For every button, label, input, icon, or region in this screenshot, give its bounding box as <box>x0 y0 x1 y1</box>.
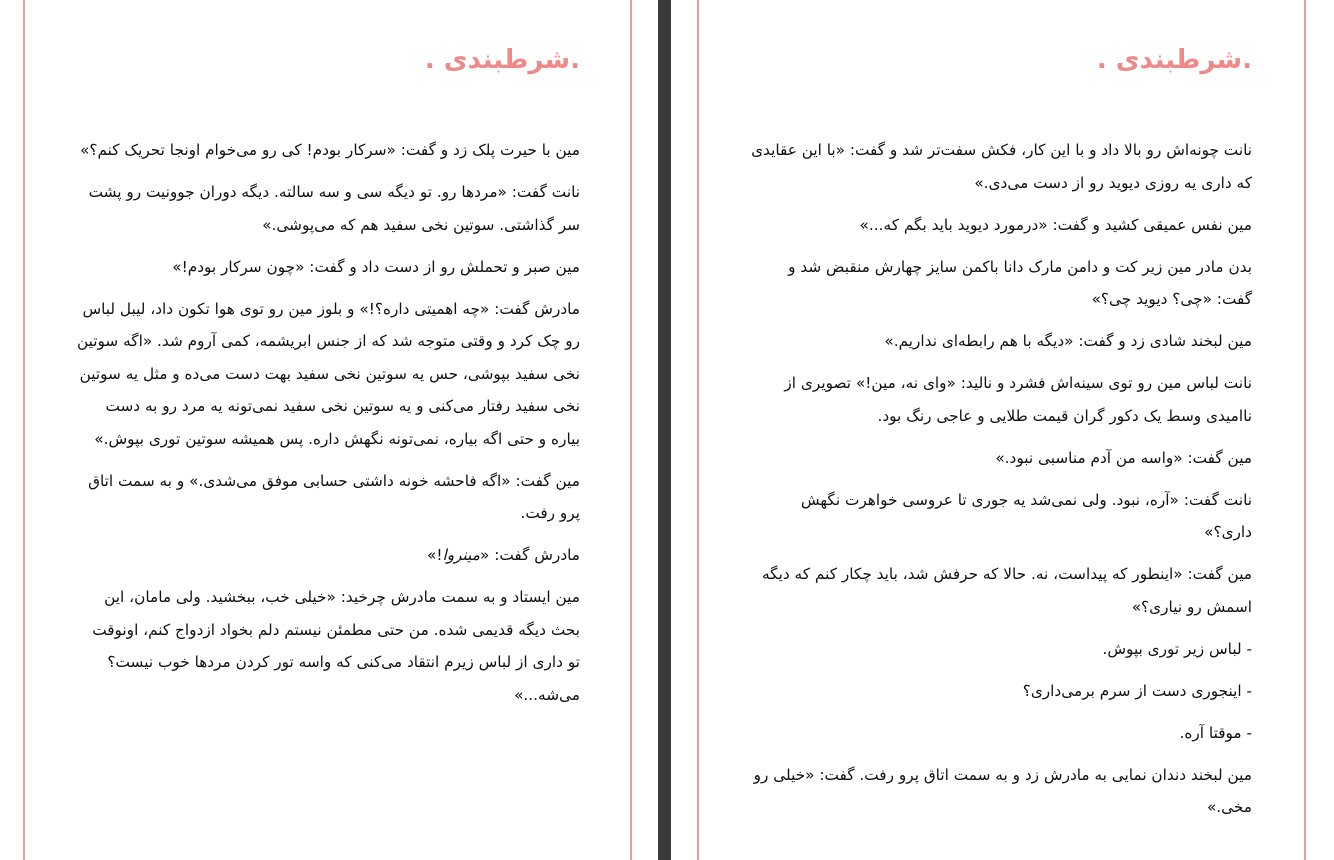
page-gutter <box>658 0 671 860</box>
right-page-header: .شرطبندی . <box>1096 45 1252 75</box>
paragraph: مین گفت: «واسه من آدم مناسبی نبود.» <box>995 448 1252 467</box>
paragraph: مین گفت: «اینطور که پیداست، نه. حالا که حرفش شد، باید چکار کنم که دیگه اسمش رو نیاری؟» <box>761 565 1252 616</box>
paragraph: مین نفس عمیقی کشید و گفت: «درمورد دیوید باید بگم که...» <box>859 215 1252 234</box>
paragraph: - اینجوری دست از سرم برمی‌داری؟ <box>1022 681 1252 700</box>
right-page-text <box>750 134 1252 833</box>
paragraph: - لباس زیر توری بپوش. <box>1102 639 1252 658</box>
left-page-header: .شرطبندی . <box>424 45 580 75</box>
right-page-border-right <box>1304 0 1306 860</box>
paragraph: بدن مادر مین زیر کت و دامن مارک دانا باکمن سایز چهارش منقبض شد و گفت: «چی؟ دیوید چی؟» <box>788 257 1252 308</box>
paragraph-text: !» <box>426 546 443 564</box>
paragraph: مین گفت: «اگه فاحشه خونه داشتی حسابی موفق می‌شدی.» و به سمت اتاق پرو رفت. <box>88 471 580 522</box>
paragraph: مین صبر و تحملش رو از دست داد و گفت: «چون سرکار بودم!» <box>172 257 580 276</box>
right-page <box>671 0 1334 860</box>
paragraph: مین با حیرت پلک زد و گفت: «سرکار بودم! کی رو می‌خوام اونجا تحریک کنم؟» <box>79 141 580 159</box>
left-page-border-right <box>630 0 632 860</box>
paragraph: مین لبخند دندان نمایی به مادرش زد و به سمت اتاق پرو رفت. گفت: «خیلی رو مخی.» <box>753 765 1252 816</box>
paragraph: نانت گفت: «آره، نبود. ولی نمی‌شد یه جوری تا عروسی خواهرت نگهش داری؟» <box>800 490 1252 541</box>
paragraph: مادرش گفت: «چه اهمیتی داره؟!» و بلوز مین رو توی هوا تکون داد، لیبل لباس رو چک کرد و وقتی متوجه شد که از جنس ابریشمه، کمی آروم شد. «اگه سوتین نخی سفید بپوشی، حس یه سوتین نخی سفید بهت دست می‌ده و مثل یه سوتین نخی سفید رفتار می‌کنی و یه سوتین نخی سفید نمی‌تونه یه مرد رو به دست بیاره و حتی اگه بیاره، نمی‌تونه نگهش داره. پس همیشه سوتین توری بپوش.» <box>77 299 580 448</box>
italic-name: مینروا <box>442 546 480 564</box>
paragraph: نانت لباس مین رو توی سینه‌اش فشرد و نالید: «وای نه، مین!» تصویری از ناامیدی وسط یک دکور گران قیمت طلایی و عاجی رنگ بود. <box>784 374 1252 425</box>
left-page-border-left <box>23 0 25 860</box>
right-page-border-left <box>697 0 699 860</box>
left-page-text <box>77 134 580 721</box>
paragraph: مین لبخند شادی زد و گفت: «دیگه با هم رابطه‌ای نداریم.» <box>884 332 1252 350</box>
paragraph-text: مادرش گفت: « <box>479 546 580 564</box>
paragraph: نانت چونه‌اش رو بالا داد و با این کار، فکش سفت‌تر شد و گفت: «با این عقایدی که داری یه روزی دیوید رو از دست می‌دی.» <box>751 141 1252 192</box>
paragraph: - موقتا آره. <box>1179 723 1252 742</box>
paragraph: مین ایستاد و به سمت مادرش چرخید: «خیلی خب، ببخشید. ولی مامان، این بحث دیگه قدیمی شده. من حتی مطمئن نیستم دلم بخواد ازدواج کنم، اونوقت تو داری از لباس زیرم انتقاد می‌کنی که واسه تور کردن مردها خوب نیست؟ می‌شه...» <box>92 588 580 704</box>
paragraph: نانت گفت: «مردها رو. تو دیگه سی و سه سالته. دیگه دوران جوونیت رو پشت سر گذاشتی. سوتین نخی سفید هم که می‌پوشی.» <box>88 183 580 234</box>
left-page <box>0 0 658 860</box>
paragraph <box>77 539 580 572</box>
